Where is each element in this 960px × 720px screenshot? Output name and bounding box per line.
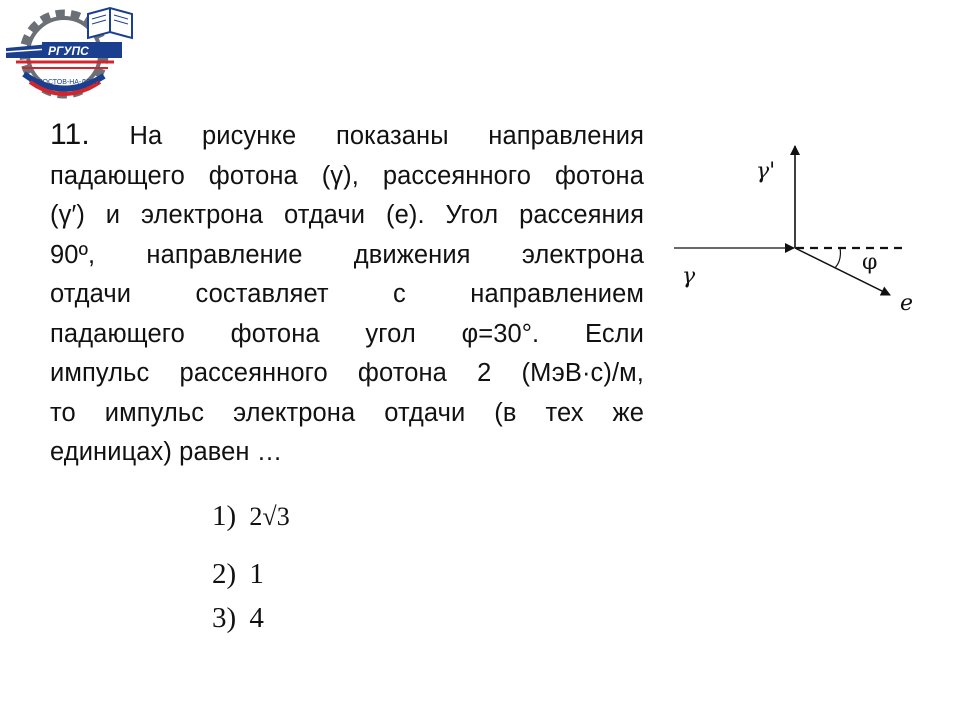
answer-value: 4: [249, 602, 264, 634]
problem-line: (γ′) и электрона отдачи (e). Угол рассеяния: [50, 201, 644, 229]
svg-text:РГУПС: РГУПС: [48, 44, 89, 58]
answer-label: 3): [212, 602, 237, 634]
problem-line: импульс рассеянного фотона 2 (МэВ·с)/м,: [50, 359, 644, 387]
angle-label: φ: [862, 250, 878, 275]
scattered-label: γ': [756, 159, 776, 184]
book-icon: [88, 8, 132, 38]
problem-line: единицах) равен …: [50, 438, 283, 466]
answer-label: 2): [212, 558, 237, 590]
answer-value: 2√3: [249, 502, 290, 531]
diagram-svg: [668, 138, 928, 328]
problem-line-text: На рисунке показаны направления: [129, 122, 644, 150]
answer-label: 1): [212, 500, 237, 532]
electron-label: e: [900, 291, 914, 316]
problem-line: [50, 115, 644, 157]
problem-line: то импульс электрона отдачи (в тех же: [50, 398, 644, 427]
problem-line: падающего фотона угол φ=30°. Если: [50, 319, 644, 348]
problem-number: 11.: [50, 118, 90, 151]
problem-line: падающего фотона (γ), рассеянного фотона: [50, 161, 644, 190]
answer-option[interactable]: [212, 558, 264, 591]
logo-graphic: [2, 2, 140, 102]
problem-line: 90º, направление движения электрона: [50, 240, 644, 269]
svg-text:РОСТОВ-НА-ДОНУ: РОСТОВ-НА-ДОНУ: [38, 79, 101, 86]
compton-diagram: [668, 138, 928, 328]
university-logo: [2, 2, 140, 102]
answer-option[interactable]: [212, 500, 290, 533]
incident-label: γ: [682, 264, 696, 289]
answer-value: 1: [249, 558, 264, 590]
angle-arc: [835, 248, 840, 268]
problem-text: [50, 115, 644, 473]
answer-option[interactable]: [212, 602, 264, 635]
problem-line: отдачи составляет с направлением: [50, 280, 644, 308]
